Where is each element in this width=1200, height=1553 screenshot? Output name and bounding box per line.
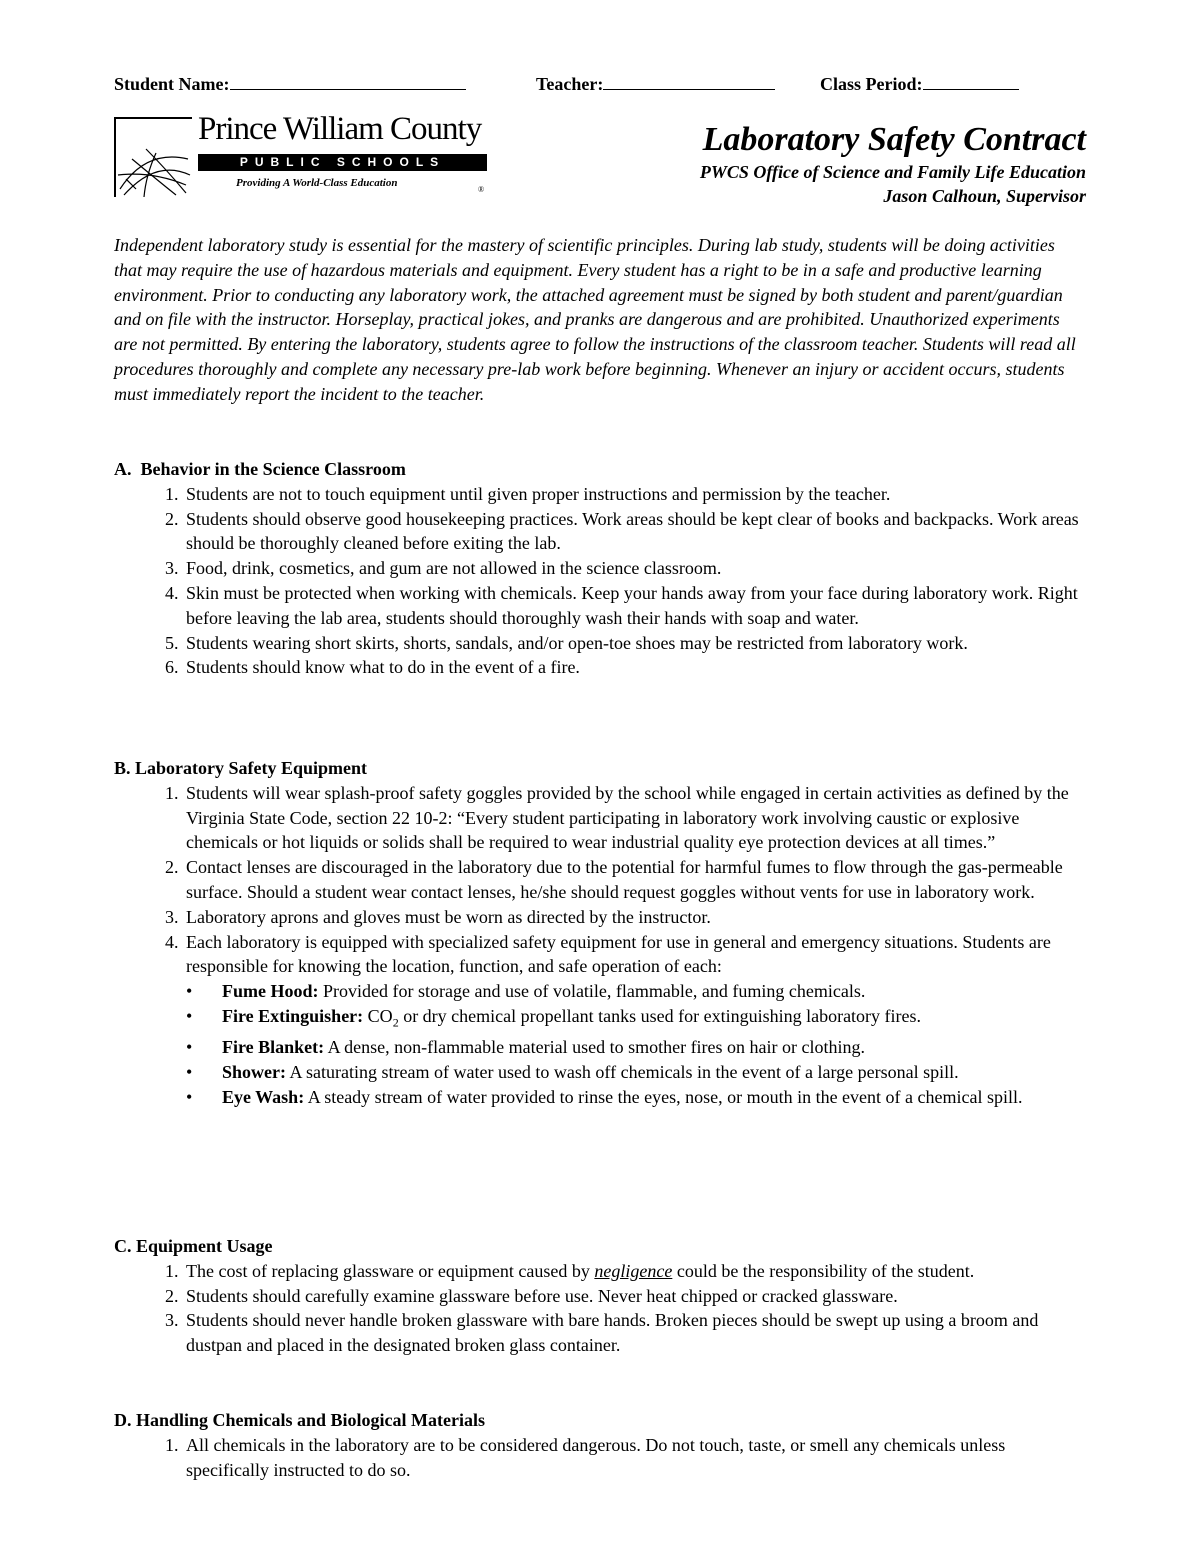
list-item: 1. Students are not to touch equipment until given proper instructions and permission by the teacher. [183,482,1086,507]
office-name: PWCS Office of Science and Family Life Education [699,162,1086,182]
pwcs-logo [114,111,488,199]
fume-hood-text: Provided for storage and use of volatile, flammable, and fuming chemicals. [318,981,866,1002]
student-name-field[interactable] [114,72,466,95]
fire-extinguisher-label: Fire Extinguisher: [222,1005,364,1026]
document-title: Laboratory Safety Contract [702,121,1086,158]
shower-label: Shower: [222,1062,286,1083]
section-a-heading: A. Behavior in the Science Classroom [114,459,406,479]
teacher-line[interactable] [603,72,775,90]
section-d [114,1408,1086,1482]
co2-subscript: 2 [392,1015,399,1030]
section-d-list [114,1433,1086,1483]
equipment-fire-extinguisher [222,1004,1086,1035]
list-item: 2. Contact lenses are discouraged in the laboratory due to the potential for harmful fumes to flow through the gas-permeable surface. Should a student wear contact lenses, he/she should request goggles without vents for use in laboratory work. [183,855,1086,905]
class-period-field[interactable] [820,72,1019,95]
document-header [700,120,1086,208]
section-b-list [114,781,1086,1110]
list-item: 1. All chemicals in the laboratory are to be considered dangerous. Do not touch, taste, or smell any chemicals unless specifically instructed to do so. [183,1433,1086,1483]
co2-text: CO [363,1005,393,1026]
list-item: 3. Laboratory aprons and gloves must be worn as directed by the instructor. [183,905,1086,930]
intro-paragraph: Independent laboratory study is essential for the mastery of scientific principles. During lab study, students will be doing activities that may require the use of hazardous materials and equipment. Every student has a right to be in a safe and productive learning environment. Prior to conducting any laboratory work, the attached agreement must be signed by both student and parent/guardian and on file with the instructor. Horseplay, practical jokes, and pranks are dangerous and are prohibited. Unauthorized experiments are not permitted. By entering the laboratory, students agree to follow the instructions of the classroom teacher. Students will read all procedures thoroughly and complete any necessary pre-lab work before beginning. Whenever an injury or accident occurs, students must immediately report the incident to the teacher. [114,235,1076,404]
section-c-list [114,1259,1086,1358]
list-item: 1. Students will wear splash-proof safety goggles provided by the school while engaged in certain activities as defined by the Virginia State Code, section 22 10-2: “Every student participating in laboratory work involving caustic or explosive chemicals or hot liquids or solids shall be required to wear industrial quality eye protection devices at all times.” [183,781,1086,855]
list-item: 6. Students should know what to do in the event of a fire. [183,655,1086,680]
student-name-label: Student Name: [114,74,230,94]
section-b-heading: B. Laboratory Safety Equipment [114,758,368,778]
logo-tagline: Providing A World-Class Education [236,177,398,189]
equipment-fire-blanket [222,1035,1086,1060]
list-item: 3. Students should never handle broken glassware with bare hands. Broken pieces should be swept up using a broom and dustpan and placed in the designated broken glass container. [183,1308,1086,1358]
teacher-label: Teacher: [536,74,604,94]
list-item: 3. Food, drink, cosmetics, and gum are not allowed in the science classroom. [183,556,1086,581]
list-item: 2. Students should carefully examine glassware before use. Never heat chipped or cracked glassware. [183,1284,1086,1309]
equipment-intro: Each laboratory is equipped with specialized safety equipment for use in general and emergency situations. Students are responsible for knowing the location, function, and safe operation of each: [186,931,1051,977]
teacher-field[interactable] [536,72,775,95]
equipment-list [186,979,1086,1110]
shower-text: A saturating stream of water used to wash off chemicals in the event of a large personal spill. [286,1062,959,1083]
item-text: The cost of replacing glassware or equipment caused by [186,1260,595,1281]
class-period-label: Class Period: [820,74,923,94]
student-name-line[interactable] [230,72,466,90]
section-d-heading: D. Handling Chemicals and Biological Materials [114,1410,486,1430]
list-item: 2. Students should observe good housekeeping practices. Work areas should be kept clear of books and backpacks. Work areas should be thoroughly cleaned before exiting the lab. [183,507,1086,557]
section-b [114,756,1086,1110]
negligence-term: negligence [594,1260,673,1281]
list-item: 4. Skin must be protected when working with chemicals. Keep your hands away from your face during laboratory work. Right before leaving the lab area, students should thoroughly wash their hands with soap and water. [183,581,1086,631]
supervisor-name: Jason Calhoun, Supervisor [883,186,1086,206]
section-a-list [114,482,1086,680]
fire-extinguisher-text: or dry chemical propellant tanks used for extinguishing laboratory fires. [398,1005,922,1026]
list-item: 5. Students wearing short skirts, shorts, sandals, and/or open-toe shoes may be restricted from laboratory work. [183,631,1086,656]
equipment-fume-hood [222,979,1086,1004]
logo-registered: ® [478,185,485,194]
list-item [183,930,1086,1110]
fire-blanket-text: A dense, non-flammable material used to smother fires on hair or clothing. [324,1037,866,1058]
section-c-heading: C. Equipment Usage [114,1236,273,1256]
section-c [114,1234,1086,1358]
fume-hood-label: Fume Hood: [222,981,319,1002]
list-item [183,1259,1086,1284]
equipment-eye-wash [222,1085,1086,1110]
eye-wash-text: A steady stream of water provided to rinse the eyes, nose, or mouth in the event of a chemical spill. [304,1086,1023,1107]
equipment-shower [222,1060,1086,1085]
eye-wash-label: Eye Wash: [222,1086,305,1107]
logo-name: Prince William County [198,111,482,147]
class-period-line[interactable] [923,72,1019,90]
logo-bar: PUBLIC SCHOOLS [198,154,487,171]
item-text: could be the responsibility of the student. [672,1260,975,1281]
section-a [114,457,1086,680]
fire-blanket-label: Fire Blanket: [222,1037,325,1058]
globe-icon [114,117,192,197]
